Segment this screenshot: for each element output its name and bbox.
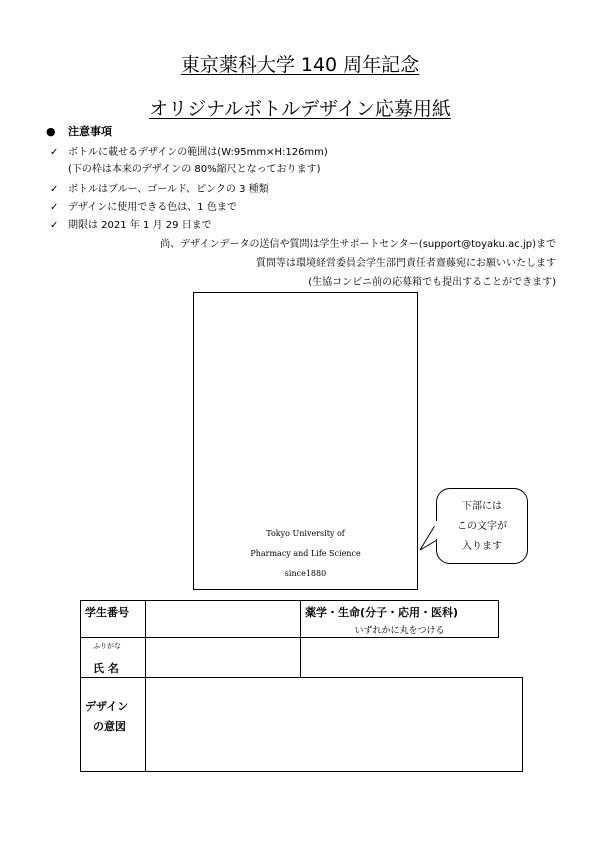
name-input[interactable] <box>145 637 301 678</box>
student-number-input[interactable] <box>145 600 301 638</box>
bullet-icon: ● <box>46 125 56 138</box>
callout-text: この文字が <box>457 521 507 532</box>
notice-item <box>50 143 328 158</box>
notice-heading <box>46 123 112 139</box>
department-cell[interactable] <box>300 600 499 638</box>
notice-item <box>50 198 237 213</box>
notice-item <box>50 216 212 231</box>
design-footer-line: since1880 <box>284 569 327 578</box>
checkmark-icon: ✓ <box>50 147 59 158</box>
department-hint: いずれかに丸をつける <box>354 626 445 636</box>
design-intent-label: の意図 <box>93 720 126 733</box>
checkmark-icon: ✓ <box>50 202 59 213</box>
name-label: 氏 名 <box>93 662 119 675</box>
furigana-label: ふりがな <box>93 642 121 650</box>
notice-item-text: 期限は 2021 年 1 月 29 日まで <box>68 220 212 231</box>
callout-text: 入ります <box>462 541 502 552</box>
design-intent-label-cell <box>80 677 146 772</box>
design-intent-input[interactable] <box>145 677 523 772</box>
contact-line: 尚、デザインデータの送信や質問は学生サポートセンター(support@toyaku.ac.jp)まで <box>160 239 556 250</box>
student-number-label: 学生番号 <box>85 606 129 619</box>
design-footer-line: Tokyo University of <box>266 529 345 538</box>
name-label-cell <box>80 637 146 678</box>
callout-text: 下部には <box>462 501 502 512</box>
notice-item <box>50 180 269 195</box>
notice-item-text: デザインに使用できる色は、1 色まで <box>68 202 237 213</box>
notice-item-note: (下の枠は本来のデザインの 80%縮尺となっております) <box>68 164 321 175</box>
notice-item-text: ボトルはブルー、ゴールド、ピンクの 3 種類 <box>68 184 269 195</box>
notice-heading-text: 注意事項 <box>68 125 112 138</box>
checkmark-icon: ✓ <box>50 184 59 195</box>
contact-line: 質問等は環境経営委員会学生部門責任者齋藤宛にお願いいたします <box>256 258 556 269</box>
design-footer-line: Pharmacy and Life Science <box>250 549 361 558</box>
design-area-box <box>193 292 418 590</box>
contact-line: (生協コンビニ前の応募箱でも提出することができます) <box>308 277 556 288</box>
page-subtitle: オリジナルボトルデザイン応募用紙 <box>149 98 451 120</box>
student-number-label-cell <box>80 600 146 638</box>
checkmark-icon: ✓ <box>50 220 59 231</box>
department-options: 薬学・生命(分子・応用・医科) <box>305 606 459 619</box>
page-title: 東京薬科大学 140 周年記念 <box>180 54 420 76</box>
notice-item-text: ボトルに載せるデザインの範囲は(W:95mm×H:126mm) <box>68 147 328 158</box>
design-intent-label: デザイン <box>85 700 129 713</box>
